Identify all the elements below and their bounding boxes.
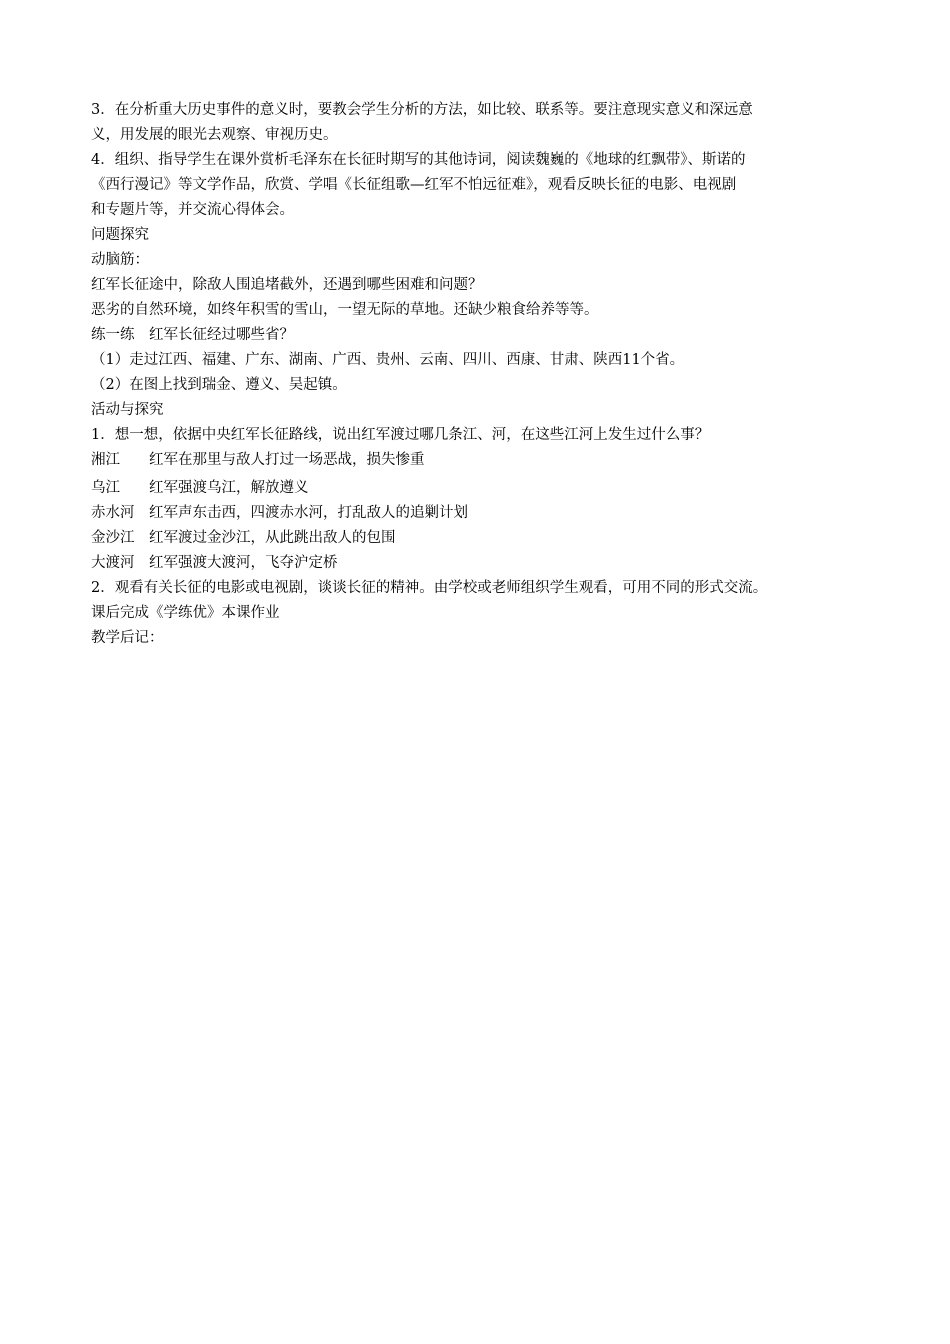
teaching-reflection-label: 教学后记：: [91, 630, 164, 646]
answer-provinces-2: （2）在图上找到瑞金、遵义、吴起镇。: [91, 377, 347, 393]
river-event: 红军渡过金沙江，从此跳出敌人的包围: [149, 530, 396, 546]
document-page: [91, 98, 871, 651]
answer-difficulties: 恶劣的自然环境，如终年积雪的雪山，一望无际的草地。还缺少粮食给养等等。: [91, 302, 599, 318]
river-row: [91, 448, 871, 473]
exercise-provinces: 练一练 红军长征经过哪些省？: [91, 327, 294, 343]
point-4-line-3: 和专题片等，并交流心得体会。: [91, 202, 294, 218]
activity-question-1: 1．想一想，依据中央红军长征路线，说出红军渡过哪几条江、河，在这些江河上发生过什么事？: [91, 427, 710, 443]
river-row: [91, 551, 871, 576]
river-event: 红军声东击西，四渡赤水河，打乱敌人的追剿计划: [149, 505, 468, 521]
river-event: 红军强渡乌江，解放遵义: [149, 480, 309, 496]
activity-question-2: 2．观看有关长征的电影或电视剧，谈谈长征的精神。由学校或老师组织学生观看，可用不同的形式交流。: [91, 580, 768, 596]
river-name: 赤水河: [91, 505, 135, 521]
river-event: 红军在那里与敌人打过一场恶战，损失惨重: [149, 452, 425, 468]
section-heading-inquiry: 问题探究: [91, 227, 149, 243]
river-row: [91, 476, 871, 501]
homework-note: 课后完成《学练优》本课作业: [91, 605, 280, 621]
point-3-line-1: 3．在分析重大历史事件的意义时，要教会学生分析的方法，如比较、联系等。要注意现实意义和深远意: [91, 102, 753, 118]
section-heading-activity: 活动与探究: [91, 402, 164, 418]
point-4-line-1: 4．组织、指导学生在课外赏析毛泽东在长征时期写的其他诗词，阅读魏巍的《地球的红飘带》、斯诺的: [91, 152, 746, 168]
point-3-line-2: 义，用发展的眼光去观察、审视历史。: [91, 127, 338, 143]
river-name: 乌江: [91, 480, 120, 496]
point-4-line-2: 《西行漫记》等文学作品，欣赏、学唱《长征组歌—红军不怕远征难》，观看反映长征的电影、电视剧: [91, 177, 737, 193]
river-name: 金沙江: [91, 530, 135, 546]
answer-provinces-1: （1）走过江西、福建、广东、湖南、广西、贵州、云南、四川、西康、甘肃、陕西11个省。: [91, 352, 685, 368]
river-name: 大渡河: [91, 555, 135, 571]
river-row: [91, 501, 871, 526]
subheading-brainstorm: 动脑筋：: [91, 252, 149, 268]
river-event: 红军强渡大渡河，飞夺沪定桥: [149, 555, 338, 571]
river-name: 湘江: [91, 452, 120, 468]
question-difficulties: 红军长征途中，除敌人围追堵截外，还遇到哪些困难和问题？: [91, 277, 483, 293]
river-row: [91, 526, 871, 551]
